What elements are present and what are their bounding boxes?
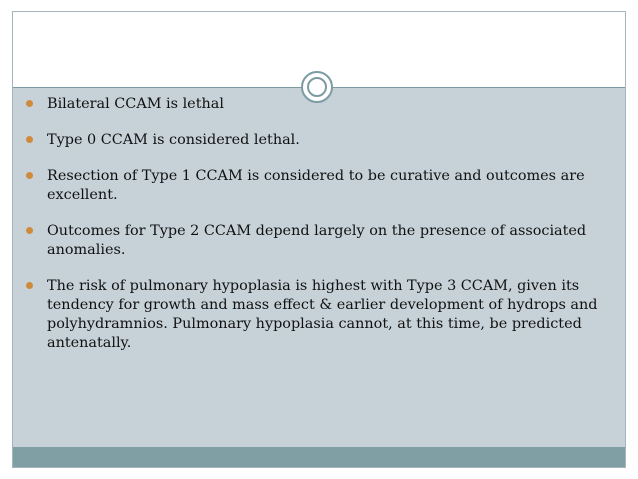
bullet-text: Bilateral CCAM is lethal <box>47 96 224 112</box>
bullet-item <box>24 167 614 205</box>
bullet-item <box>24 277 614 353</box>
bullet-list <box>24 95 614 370</box>
bullet-dot-icon <box>26 172 33 179</box>
bullet-item <box>24 131 614 150</box>
bullet-item <box>24 222 614 260</box>
bullet-text: Resection of Type 1 CCAM is considered to be curative and outcomes are excellent. <box>47 168 585 203</box>
bullet-item <box>24 95 614 114</box>
bullet-dot-icon <box>26 282 33 289</box>
bullet-dot-icon <box>26 100 33 107</box>
bullet-text: Outcomes for Type 2 CCAM depend largely on the presence of associated anomalies. <box>47 223 587 258</box>
bullet-text: Type 0 CCAM is considered lethal. <box>47 132 300 148</box>
bullet-dot-icon <box>26 136 33 143</box>
bullet-text: The risk of pulmonary hypoplasia is highest with Type 3 CCAM, given its tendency for growth and mass effect & earlier development of hydrops and polyhydramnios. Pulmonary hypoplasia cannot, at this time, be predicted antenatally. <box>47 278 598 351</box>
bullet-dot-icon <box>26 227 33 234</box>
